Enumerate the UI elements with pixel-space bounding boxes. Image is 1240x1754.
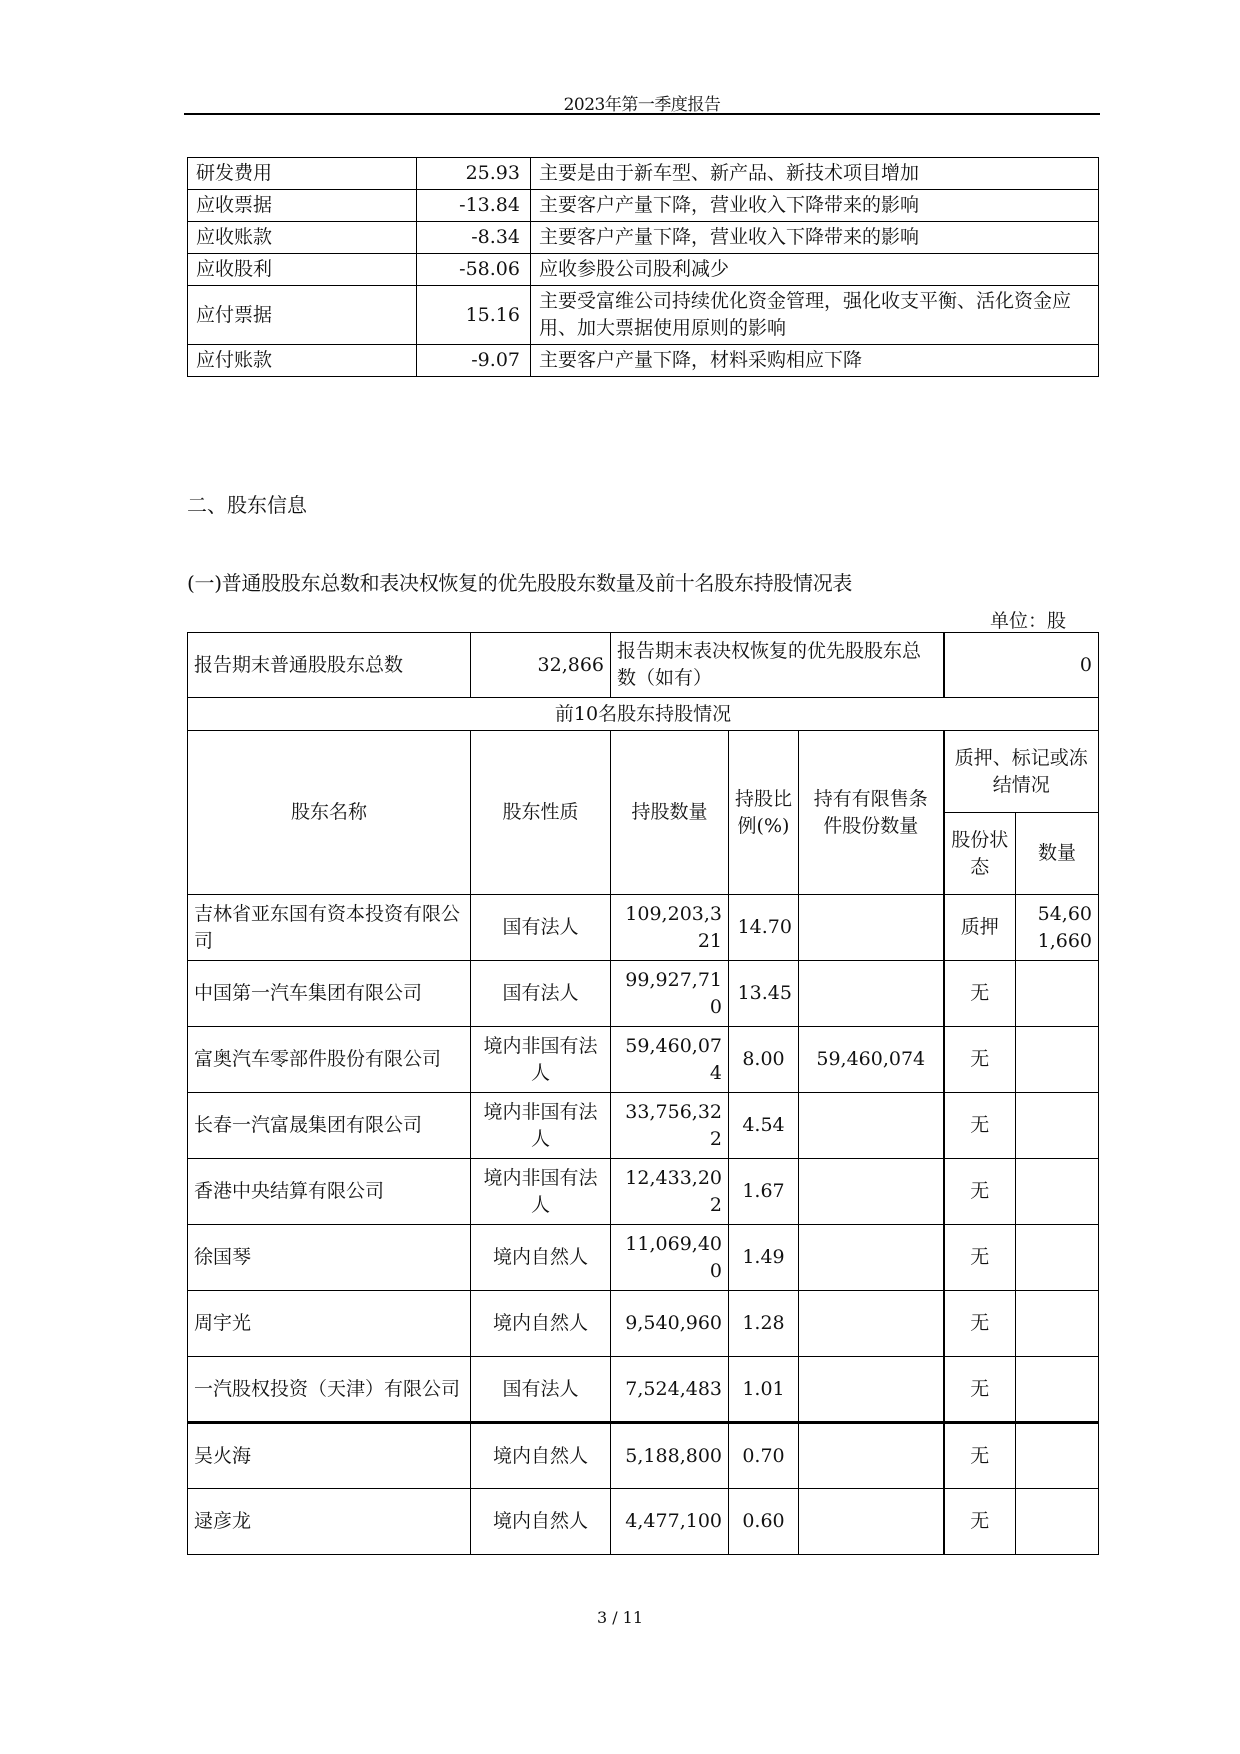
pledge-qty — [1016, 961, 1099, 1027]
table-row — [188, 1159, 1099, 1225]
holder-ratio: 4.54 — [729, 1093, 799, 1159]
value-cell: -9.07 — [417, 345, 531, 377]
pledge-status: 无 — [944, 961, 1016, 1027]
header-pledge-status: 股份状态 — [944, 813, 1016, 895]
table-row — [188, 1027, 1099, 1093]
pledge-qty — [1016, 1489, 1099, 1555]
table-row — [188, 345, 1099, 377]
holder-restricted — [799, 1357, 944, 1423]
table-row — [188, 1489, 1099, 1555]
holder-restricted — [799, 1159, 944, 1225]
holder-nature: 境内非国有法人 — [471, 1159, 611, 1225]
holder-restricted — [799, 1291, 944, 1357]
holder-ratio: 1.67 — [729, 1159, 799, 1225]
item-cell: 应收账款 — [188, 222, 417, 254]
pledge-qty — [1016, 1423, 1099, 1489]
table-row — [188, 1357, 1099, 1423]
holder-nature: 境内自然人 — [471, 1225, 611, 1291]
header-rule — [184, 113, 1100, 115]
holder-restricted — [799, 895, 944, 961]
pledge-status: 无 — [944, 1357, 1016, 1423]
page-header: 2023年第一季度报告 — [563, 95, 721, 115]
section-title: 二、股东信息 — [187, 493, 307, 517]
total-holders-value: 32,866 — [471, 633, 611, 698]
holder-shares: 99,927,710 — [611, 961, 729, 1027]
pledge-qty — [1016, 1027, 1099, 1093]
holder-shares: 7,524,483 — [611, 1357, 729, 1423]
table-row — [188, 286, 1099, 345]
pledge-status: 质押 — [944, 895, 1016, 961]
holder-restricted — [799, 1225, 944, 1291]
holder-ratio: 14.70 — [729, 895, 799, 961]
table-row — [188, 1225, 1099, 1291]
holder-nature: 境内非国有法人 — [471, 1093, 611, 1159]
holder-ratio: 1.01 — [729, 1357, 799, 1423]
holder-nature: 境内自然人 — [471, 1291, 611, 1357]
pledge-qty — [1016, 1225, 1099, 1291]
holder-restricted — [799, 1093, 944, 1159]
holder-restricted — [799, 1489, 944, 1555]
holder-nature: 国有法人 — [471, 961, 611, 1027]
value-cell: -58.06 — [417, 254, 531, 286]
page-number: 3 / 11 — [596, 1608, 644, 1627]
holder-name: 中国第一汽车集团有限公司 — [188, 961, 471, 1027]
table-row — [188, 1423, 1099, 1489]
reason-cell: 应收参股公司股利减少 — [531, 254, 1099, 286]
holder-ratio: 1.28 — [729, 1291, 799, 1357]
holder-ratio: 0.70 — [729, 1423, 799, 1489]
holder-ratio: 13.45 — [729, 961, 799, 1027]
reason-cell: 主要受富维公司持续优化资金管理，强化收支平衡、活化资金应用、加大票据使用原则的影响 — [531, 286, 1099, 345]
pledge-status: 无 — [944, 1093, 1016, 1159]
pledge-status: 无 — [944, 1489, 1016, 1555]
holder-name: 香港中央结算有限公司 — [188, 1159, 471, 1225]
table-row — [188, 895, 1099, 961]
header-nature: 股东性质 — [471, 731, 611, 895]
table-row — [188, 158, 1099, 190]
header-ratio: 持股比例(%) — [729, 731, 799, 895]
header-shares: 持股数量 — [611, 731, 729, 895]
pledge-qty: 54,601,660 — [1016, 895, 1099, 961]
pledge-status: 无 — [944, 1291, 1016, 1357]
holder-shares: 11,069,400 — [611, 1225, 729, 1291]
item-cell: 应付票据 — [188, 286, 417, 345]
value-cell: 25.93 — [417, 158, 531, 190]
holder-shares: 12,433,202 — [611, 1159, 729, 1225]
holder-shares: 9,540,960 — [611, 1291, 729, 1357]
item-cell: 应付账款 — [188, 345, 417, 377]
header-name: 股东名称 — [188, 731, 471, 895]
item-cell: 研发费用 — [188, 158, 417, 190]
holder-name: 一汽股权投资（天津）有限公司 — [188, 1357, 471, 1423]
pledge-status: 无 — [944, 1159, 1016, 1225]
value-cell: -8.34 — [417, 222, 531, 254]
holder-ratio: 0.60 — [729, 1489, 799, 1555]
reason-cell: 主要是由于新车型、新产品、新技术项目增加 — [531, 158, 1099, 190]
holder-shares: 5,188,800 — [611, 1423, 729, 1489]
holder-name: 逯彦龙 — [188, 1489, 471, 1555]
pledge-qty — [1016, 1093, 1099, 1159]
value-cell: 15.16 — [417, 286, 531, 345]
pref-holders-label: 报告期末表决权恢复的优先股股东总数（如有） — [611, 633, 944, 698]
pref-holders-value: 0 — [944, 633, 1099, 698]
value-cell: -13.84 — [417, 190, 531, 222]
holder-name: 徐国琴 — [188, 1225, 471, 1291]
holder-name: 长春一汽富晟集团有限公司 — [188, 1093, 471, 1159]
reason-cell: 主要客户产量下降，营业收入下降带来的影响 — [531, 190, 1099, 222]
pledge-status: 无 — [944, 1225, 1016, 1291]
table-row — [188, 1093, 1099, 1159]
holder-name: 吴火海 — [188, 1423, 471, 1489]
holder-name: 富奥汽车零部件股份有限公司 — [188, 1027, 471, 1093]
holder-shares: 4,477,100 — [611, 1489, 729, 1555]
table-row — [188, 1291, 1099, 1357]
holder-nature: 境内自然人 — [471, 1489, 611, 1555]
holder-nature: 境内非国有法人 — [471, 1027, 611, 1093]
item-cell: 应收股利 — [188, 254, 417, 286]
holder-restricted — [799, 961, 944, 1027]
holder-restricted — [799, 1423, 944, 1489]
reason-cell: 主要客户产量下降，营业收入下降带来的影响 — [531, 222, 1099, 254]
pledge-status: 无 — [944, 1027, 1016, 1093]
header-pledge-qty: 数量 — [1016, 813, 1099, 895]
item-cell: 应收票据 — [188, 190, 417, 222]
summary-row — [188, 633, 1099, 698]
pledge-qty — [1016, 1357, 1099, 1423]
section-subtitle: (一)普通股股东总数和表决权恢复的优先股股东数量及前十名股东持股情况表 — [187, 571, 853, 595]
header-restricted: 持有有限售条件股份数量 — [799, 731, 944, 895]
total-holders-label: 报告期末普通股股东总数 — [188, 633, 471, 698]
holder-ratio: 1.49 — [729, 1225, 799, 1291]
holder-nature: 国有法人 — [471, 1357, 611, 1423]
holder-ratio: 8.00 — [729, 1027, 799, 1093]
pledge-qty — [1016, 1159, 1099, 1225]
holder-shares: 59,460,074 — [611, 1027, 729, 1093]
holder-name: 吉林省亚东国有资本投资有限公司 — [188, 895, 471, 961]
pledge-qty — [1016, 1291, 1099, 1357]
unit-label: 单位：股 — [990, 610, 1067, 632]
holder-name: 周宇光 — [188, 1291, 471, 1357]
table-row — [188, 190, 1099, 222]
holder-shares: 33,756,322 — [611, 1093, 729, 1159]
top10-title-row — [188, 698, 1099, 731]
table-row — [188, 254, 1099, 286]
pledge-status: 无 — [944, 1423, 1016, 1489]
shareholders-table — [187, 632, 1099, 1555]
holder-nature: 国有法人 — [471, 895, 611, 961]
table-row — [188, 222, 1099, 254]
header-pledge-group: 质押、标记或冻结情况 — [944, 731, 1099, 813]
holder-restricted: 59,460,074 — [799, 1027, 944, 1093]
header-row — [188, 731, 1099, 813]
holder-shares: 109,203,321 — [611, 895, 729, 961]
top10-title: 前10名股东持股情况 — [188, 698, 1099, 731]
table-row — [188, 961, 1099, 1027]
holder-nature: 境内自然人 — [471, 1423, 611, 1489]
changes-table — [187, 157, 1099, 377]
reason-cell: 主要客户产量下降，材料采购相应下降 — [531, 345, 1099, 377]
